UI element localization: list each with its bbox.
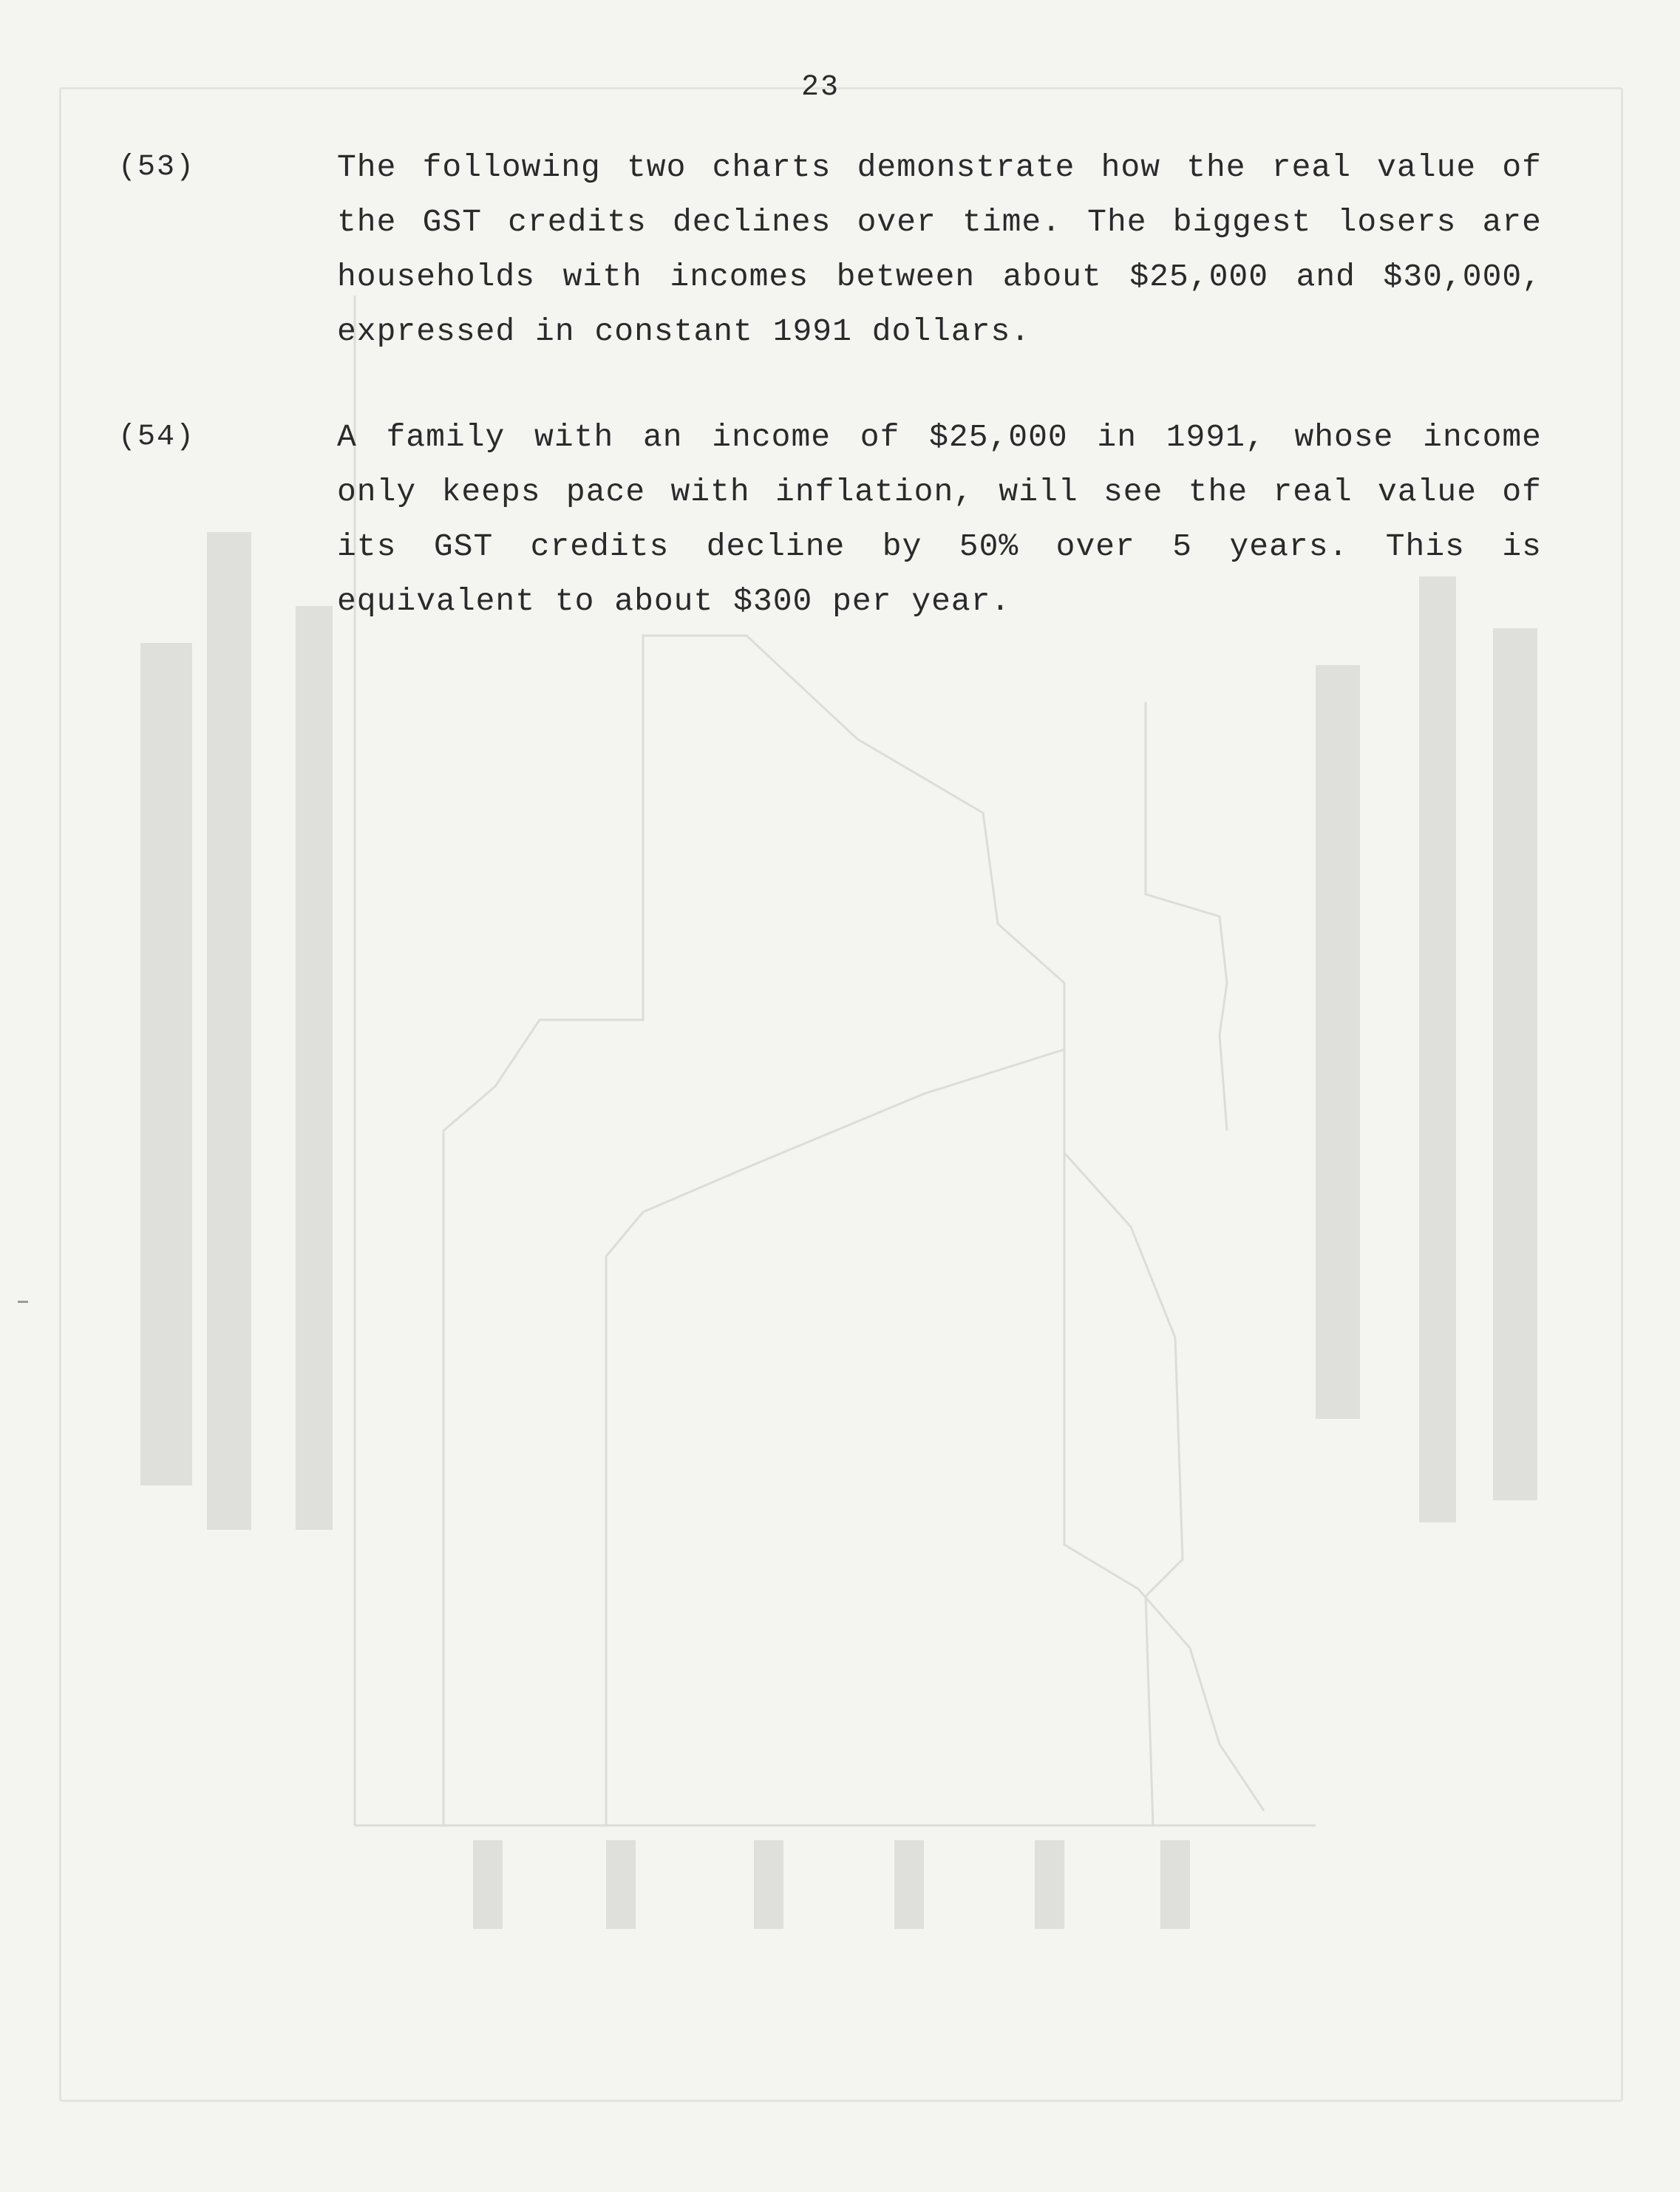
paragraph-number: (53): [118, 151, 196, 184]
paragraph-text: The following two charts demonstrate how the real value of the GST credits declines over time. The biggest losers are households with incomes between about $25,000 and $30,000, expressed in constant 1991 dollars.: [337, 149, 1542, 350]
show-through-ticks-a: [473, 1840, 503, 1929]
show-through-line-1: [443, 636, 1183, 1825]
show-through-ticks-d: [894, 1840, 924, 1929]
paragraph-number: (54): [118, 421, 196, 454]
show-through-ticks-e: [1035, 1840, 1064, 1929]
page-number: 23: [800, 71, 840, 104]
show-through-title-a: [140, 643, 192, 1485]
show-through-title-d: [1316, 665, 1360, 1419]
paragraph-text: A family with an income of $25,000 in 1991, whose income only keeps pace with inflation, will see the real value of its GST credits decline by 50% over 5 years. This is equivalent to about $300 per year.: [337, 419, 1542, 619]
show-through-ticks-b: [606, 1840, 636, 1929]
show-through-line-3: [1146, 702, 1227, 1131]
show-through-ticks-c: [754, 1840, 783, 1929]
show-through-title-f: [1493, 628, 1537, 1500]
show-through-title-c: [296, 606, 333, 1530]
margin-mark: [18, 1301, 28, 1303]
show-through-line-2: [606, 1049, 1264, 1825]
show-through-title-e: [1419, 576, 1456, 1522]
show-through-title-b: [207, 532, 251, 1530]
show-through-ticks-f: [1160, 1840, 1190, 1929]
